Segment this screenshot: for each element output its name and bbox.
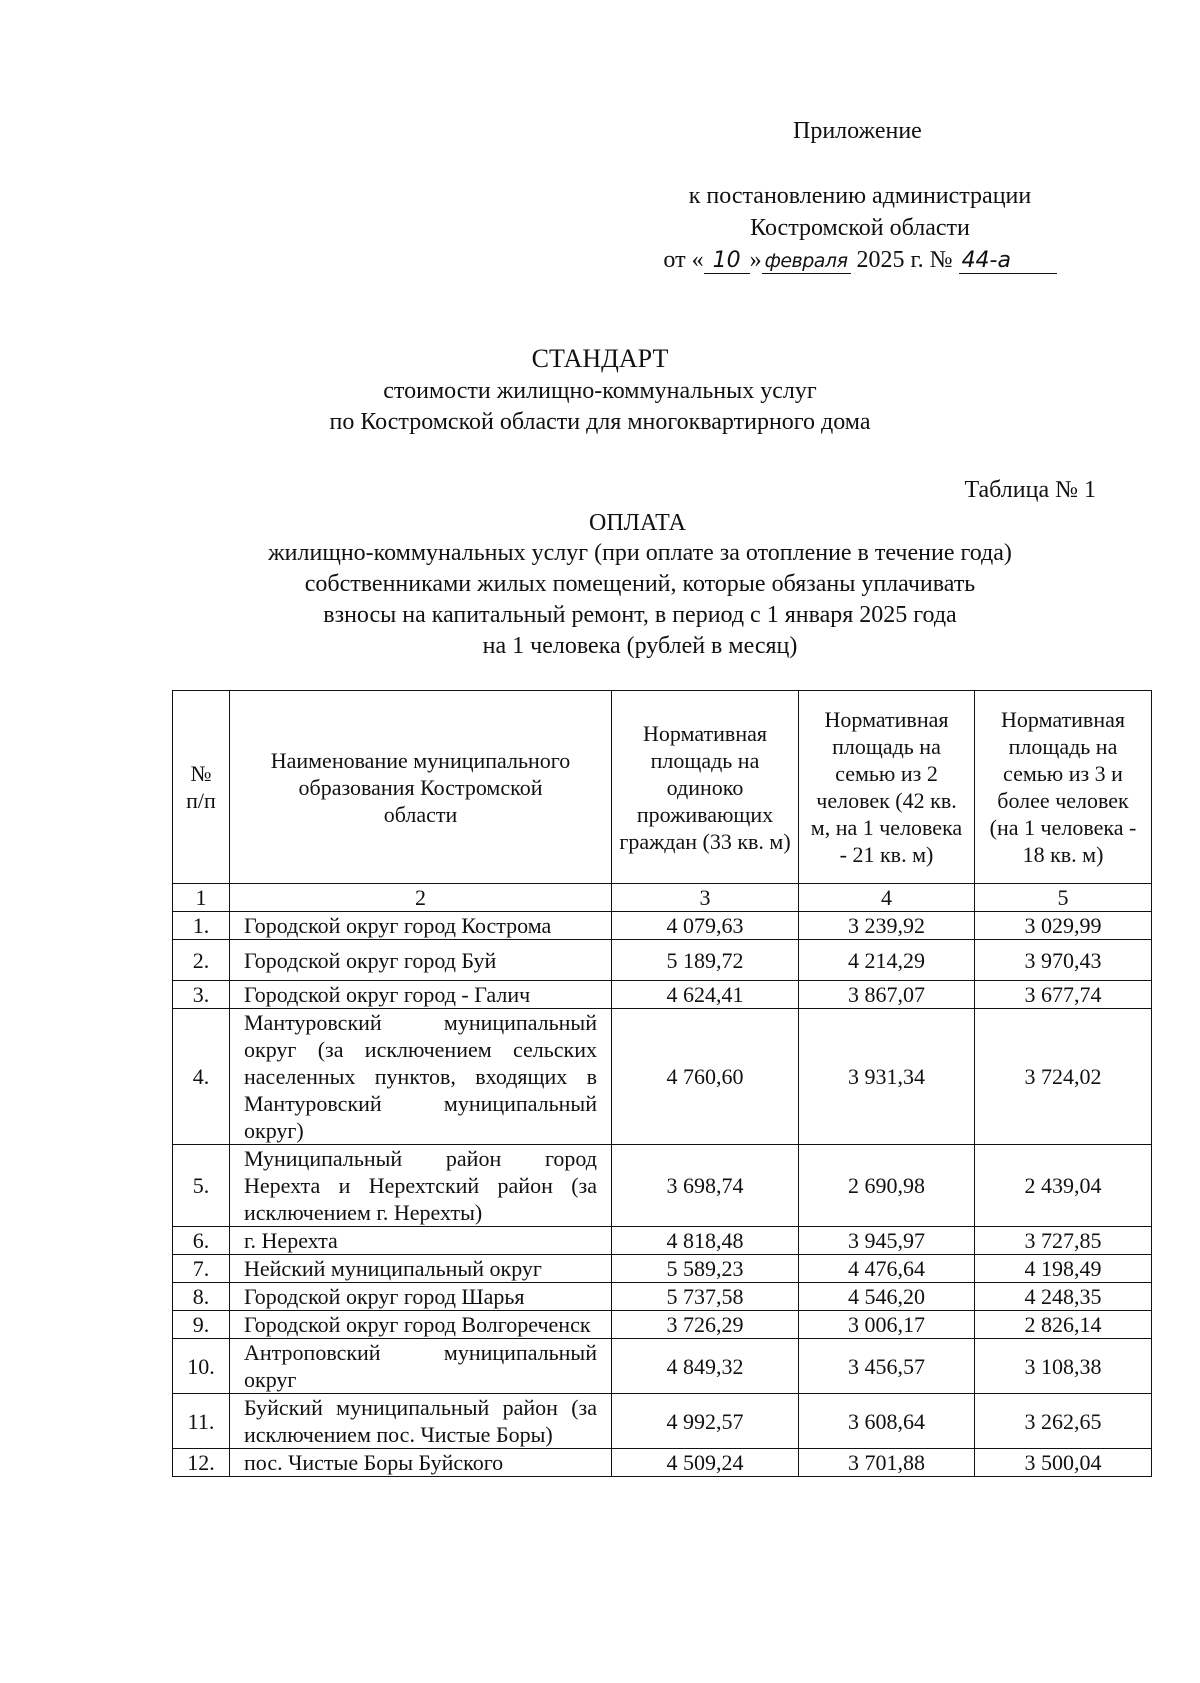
value-family2: 4 546,20 bbox=[799, 1283, 975, 1311]
table-row bbox=[173, 1339, 1152, 1394]
value-family2: 3 006,17 bbox=[799, 1311, 975, 1339]
municipality-name: Городской округ город Буй bbox=[230, 940, 612, 981]
municipality-name: Муниципальный район город Нерехта и Нерехтский район (за исключением г. Нерехты) bbox=[230, 1145, 612, 1227]
table-row bbox=[173, 1449, 1152, 1477]
value-family3: 3 727,85 bbox=[975, 1227, 1152, 1255]
value-single: 4 624,41 bbox=[612, 981, 799, 1009]
handwritten-date-month: февраля bbox=[762, 249, 851, 274]
value-family3: 3 500,04 bbox=[975, 1449, 1152, 1477]
value-family3: 2 826,14 bbox=[975, 1311, 1152, 1339]
standard-subtitle-line2: по Костромской области для многоквартирного дома bbox=[329, 409, 871, 435]
table-row bbox=[173, 1255, 1152, 1283]
header-family2-area: Нормативная площадь на семью из 2 человек (42 кв. м, на 1 человека - 21 кв. м) bbox=[799, 691, 975, 884]
standard-subtitle-line1: стоимости жилищно-коммунальных услуг bbox=[383, 378, 817, 404]
value-single: 5 189,72 bbox=[612, 940, 799, 981]
value-family2: 3 867,07 bbox=[799, 981, 975, 1009]
row-number: 4. bbox=[173, 1009, 230, 1145]
standard-subtitle bbox=[0, 376, 1200, 438]
table-row bbox=[173, 912, 1152, 940]
row-number: 5. bbox=[173, 1145, 230, 1227]
payment-title: ОПЛАТА bbox=[589, 510, 686, 536]
table-row bbox=[173, 1009, 1152, 1145]
rates-table bbox=[172, 690, 1152, 1477]
payment-subtitle bbox=[40, 538, 1200, 662]
value-family3: 4 248,35 bbox=[975, 1283, 1152, 1311]
value-family2: 3 701,88 bbox=[799, 1449, 975, 1477]
header-name: Наименование муниципального образования Костромской области bbox=[230, 691, 612, 884]
row-number: 10. bbox=[173, 1339, 230, 1394]
municipality-name: г. Нерехта bbox=[230, 1227, 612, 1255]
value-family2: 3 931,34 bbox=[799, 1009, 975, 1145]
column-numbers-row bbox=[173, 884, 1152, 912]
column-number: 2 bbox=[230, 884, 612, 912]
table-row bbox=[173, 1145, 1152, 1227]
standard-title: СТАНДАРТ bbox=[531, 344, 669, 373]
payment-line2: собственниками жилых помещений, которые обязаны уплачивать bbox=[304, 571, 976, 597]
table-row bbox=[173, 940, 1152, 981]
value-family2: 3 456,57 bbox=[799, 1339, 975, 1394]
row-number: 11. bbox=[173, 1394, 230, 1449]
appendix-reference bbox=[630, 180, 1090, 276]
value-single: 4 818,48 bbox=[612, 1227, 799, 1255]
header-family3-area: Нормативная площадь на семью из 3 и более человек (на 1 человека - 18 кв. м) bbox=[975, 691, 1152, 884]
value-family2: 2 690,98 bbox=[799, 1145, 975, 1227]
row-number: 9. bbox=[173, 1311, 230, 1339]
value-family3: 3 108,38 bbox=[975, 1339, 1152, 1394]
municipality-name: Антроповский муниципальный округ bbox=[230, 1339, 612, 1394]
column-number: 1 bbox=[173, 884, 230, 912]
value-family3: 3 029,99 bbox=[975, 912, 1152, 940]
row-number: 12. bbox=[173, 1449, 230, 1477]
value-family3: 3 724,02 bbox=[975, 1009, 1152, 1145]
value-family3: 4 198,49 bbox=[975, 1255, 1152, 1283]
payment-line4: на 1 человека (рублей в месяц) bbox=[482, 633, 798, 659]
value-family3: 3 262,65 bbox=[975, 1394, 1152, 1449]
value-family2: 4 214,29 bbox=[799, 940, 975, 981]
table-number: Таблица № 1 bbox=[964, 477, 1096, 503]
table-row bbox=[173, 1311, 1152, 1339]
appendix-ref-line1: к постановлению администрации bbox=[688, 183, 1032, 209]
table-row bbox=[173, 981, 1152, 1009]
value-family2: 4 476,64 bbox=[799, 1255, 975, 1283]
value-single: 3 698,74 bbox=[612, 1145, 799, 1227]
value-family2: 3 945,97 bbox=[799, 1227, 975, 1255]
appendix-ref-line2: Костромской области bbox=[750, 215, 970, 241]
date-mid: » bbox=[749, 247, 762, 273]
municipality-name: Буйский муниципальный район (за исключением пос. Чистые Боры) bbox=[230, 1394, 612, 1449]
value-family2: 3 608,64 bbox=[799, 1394, 975, 1449]
column-number: 4 bbox=[799, 884, 975, 912]
handwritten-date-day: 10 bbox=[704, 249, 750, 274]
header-single-area: Нормативная площадь на одиноко проживающих граждан (33 кв. м) bbox=[612, 691, 799, 884]
column-number: 3 bbox=[612, 884, 799, 912]
row-number: 3. bbox=[173, 981, 230, 1009]
value-single: 4 079,63 bbox=[612, 912, 799, 940]
table-row bbox=[173, 1394, 1152, 1449]
value-family3: 3 677,74 bbox=[975, 981, 1152, 1009]
column-number: 5 bbox=[975, 884, 1152, 912]
value-family3: 3 970,43 bbox=[975, 940, 1152, 981]
value-single: 3 726,29 bbox=[612, 1311, 799, 1339]
row-number: 2. bbox=[173, 940, 230, 981]
value-single: 4 992,57 bbox=[612, 1394, 799, 1449]
municipality-name: Городской округ город - Галич bbox=[230, 981, 612, 1009]
row-number: 6. bbox=[173, 1227, 230, 1255]
payment-line3: взносы на капитальный ремонт, в период с 1 января 2025 года bbox=[323, 602, 957, 628]
municipality-name: Мантуровский муниципальный округ (за исключением сельских населенных пунктов, входящих в Мантуровский муниципальный округ) bbox=[230, 1009, 612, 1145]
row-number: 7. bbox=[173, 1255, 230, 1283]
handwritten-document-number: 44-а bbox=[959, 249, 1057, 274]
value-single: 4 760,60 bbox=[612, 1009, 799, 1145]
municipality-name: Городской округ город Шарья bbox=[230, 1283, 612, 1311]
row-number: 8. bbox=[173, 1283, 230, 1311]
table-row bbox=[173, 1283, 1152, 1311]
value-family2: 3 239,92 bbox=[799, 912, 975, 940]
municipality-name: пос. Чистые Боры Буйского bbox=[230, 1449, 612, 1477]
municipality-name: Нейский муниципальный округ bbox=[230, 1255, 612, 1283]
header-num: № п/п bbox=[173, 691, 230, 884]
payment-line1: жилищно-коммунальных услуг (при оплате за отопление в течение года) bbox=[268, 540, 1012, 566]
row-number: 1. bbox=[173, 912, 230, 940]
municipality-name: Городской округ город Кострома bbox=[230, 912, 612, 940]
value-single: 4 509,24 bbox=[612, 1449, 799, 1477]
municipality-name: Городской округ город Волгореченск bbox=[230, 1311, 612, 1339]
value-single: 5 737,58 bbox=[612, 1283, 799, 1311]
table-header-row bbox=[173, 691, 1152, 884]
value-family3: 2 439,04 bbox=[975, 1145, 1152, 1227]
date-prefix: от « bbox=[663, 247, 704, 273]
date-year: 2025 г. № bbox=[856, 247, 953, 273]
value-single: 4 849,32 bbox=[612, 1339, 799, 1394]
value-single: 5 589,23 bbox=[612, 1255, 799, 1283]
table-row bbox=[173, 1227, 1152, 1255]
appendix-date-line bbox=[630, 244, 1090, 276]
appendix-title: Приложение bbox=[793, 118, 922, 144]
